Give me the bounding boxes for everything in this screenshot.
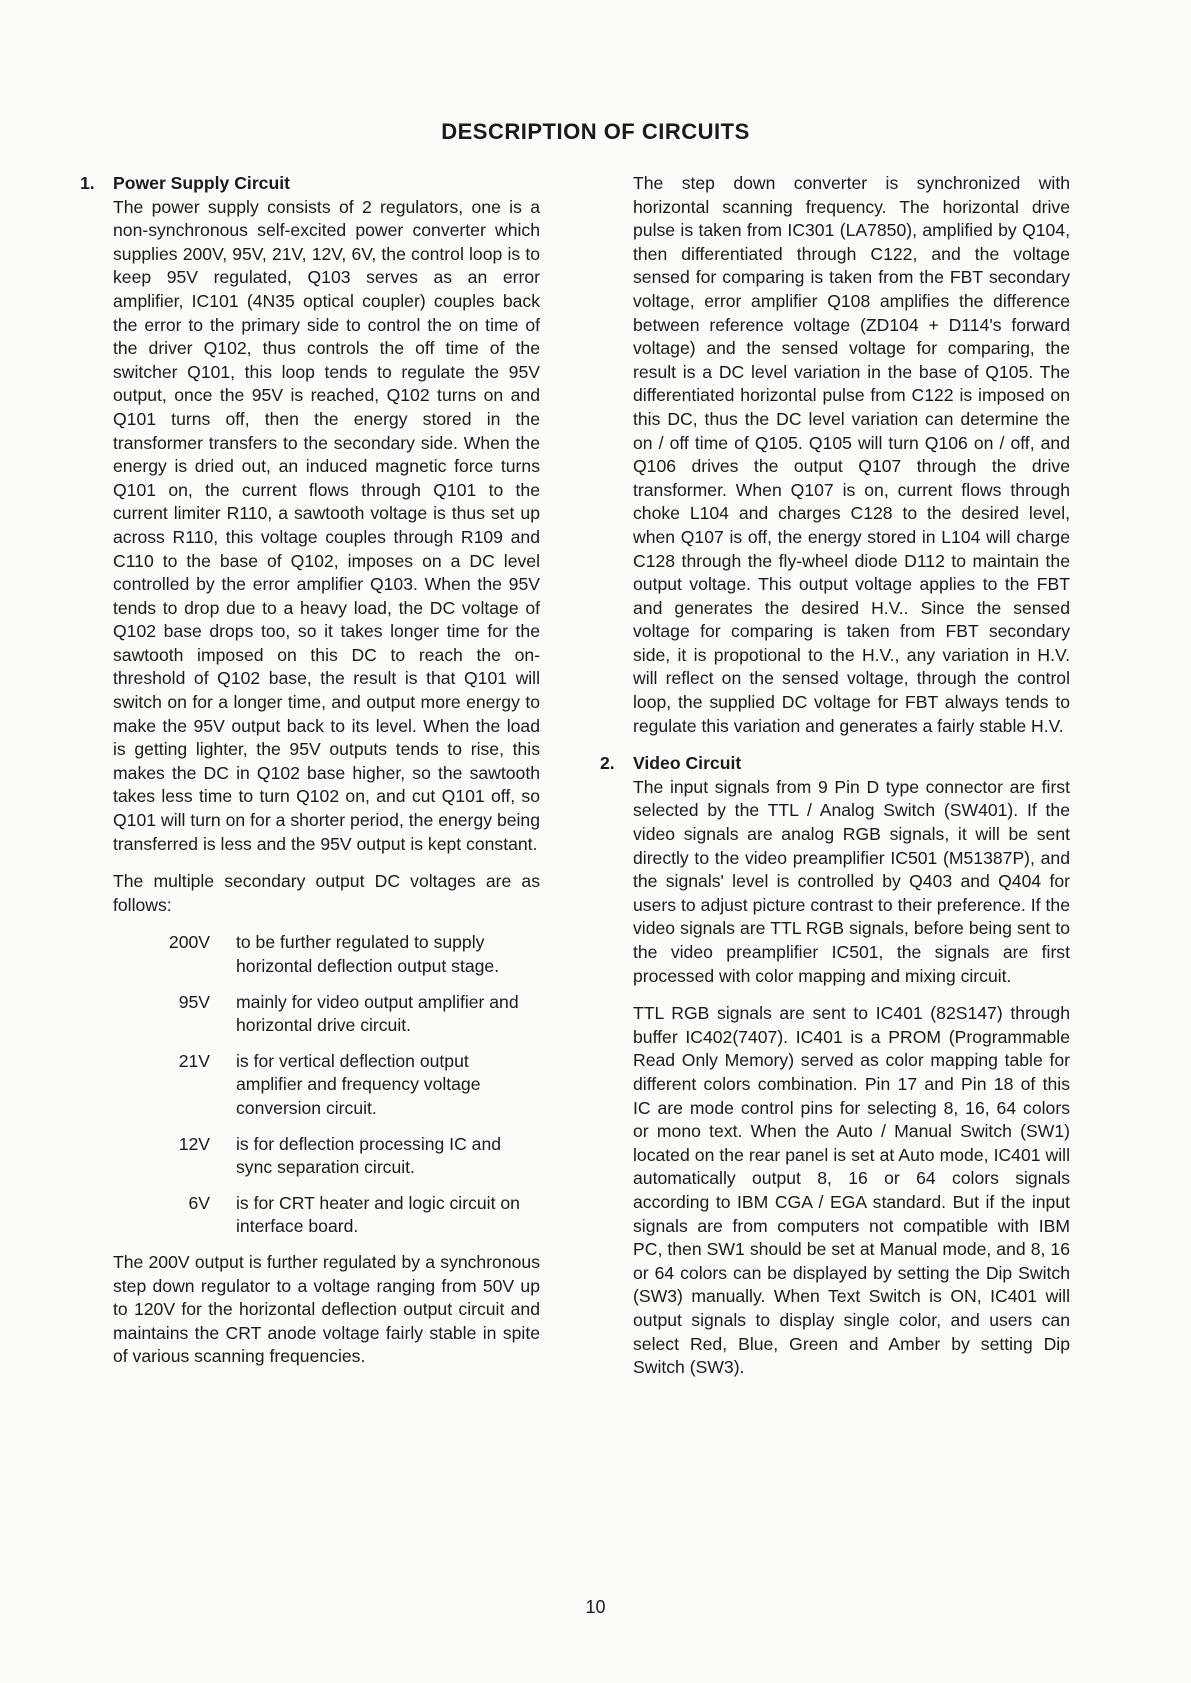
voltage-table (155, 931, 540, 1239)
right-column (600, 172, 1070, 1380)
section-number: 1. (80, 173, 95, 193)
voltage-row (155, 931, 540, 978)
voltage-value: 21V (178, 1050, 210, 1071)
section-title: Video Circuit (633, 753, 742, 774)
page-number: 10 (585, 1597, 606, 1617)
voltage-description: is for vertical deflection output amplifier and frequency voltage conversion circuit. (236, 1050, 481, 1118)
voltage-row (155, 1192, 540, 1239)
section-heading-power-supply (80, 172, 540, 196)
power-supply-paragraph-2: The multiple secondary output DC voltages are as follows: (113, 871, 540, 915)
power-supply-paragraph-4: The step down converter is synchronized with horizontal scanning frequency. The horizontal drive pulse is taken from IC301 (LA7850), amplified by Q104, then differentiated through C122, and the voltage sensed for comparing is taken from the FBT secondary voltage, error amplifier Q108 amplifies the difference between reference voltage (ZD104 + D114's forward voltage) and the sensed voltage for comparing, the result is a DC level variation in the base of Q105. The differentiated horizontal pulse from C122 is imposed on this DC, thus the DC level variation can determine the on / off time of Q105. Q105 will turn Q106 on / off, and Q106 drives the output Q107 through the drive transformer. When Q107 is on, current flows through choke L104 and charges C128 to the desired level, when Q107 is off, the energy stored in L104 will charge C128 through the fly-wheel diode D112 to maintain the output voltage. This output voltage applies to the FBT and generates the desired H.V.. Since the sensed voltage for comparing is taken from FBT secondary side, it is propotional to the H.V., any variation in H.V. will reflect on the sensed voltage, through the control loop, the supplied DC voltage for FBT always tends to regulate this variation and generates a fairly stable H.V. (633, 173, 1070, 736)
power-supply-paragraph-3: The 200V output is further regulated by a synchronous step down regulator to a voltage ranging from 50V up to 120V for the horizontal deflection output circuit and maintains the CRT anode voltage fairly stable in spite of various scanning frequencies. (113, 1251, 540, 1367)
voltage-value: 6V (188, 1192, 210, 1213)
section-title: Power Supply Circuit (113, 173, 290, 193)
voltage-row (155, 1050, 540, 1121)
voltage-row (155, 991, 540, 1038)
voltage-value: 95V (178, 991, 210, 1012)
left-column (80, 172, 540, 1369)
voltage-description: mainly for video output amplifier and horizontal drive circuit. (236, 991, 519, 1036)
page-title: DESCRIPTION OF CIRCUITS (441, 119, 750, 144)
voltage-row (155, 1133, 540, 1180)
section-heading-video (600, 752, 1070, 776)
voltage-value: 12V (178, 1133, 210, 1154)
voltage-description: is for deflection processing IC and sync separation circuit. (236, 1133, 502, 1178)
video-paragraph-1: The input signals from 9 Pin D type connector are first selected by the TTL / Analog Switch (SW401). If the video signals are analog RGB signals, it will be sent directly to the video preamplifier IC501 (M51387P), and the signals' level is controlled by Q403 and Q404 for users to adjust picture contrast to their preference. If the video signals are TTL RGB signals, before being sent to the video preamplifier IC501, the signals are first processed with color mapping and mixing circuit. (633, 776, 1070, 986)
voltage-value: 200V (168, 932, 210, 953)
section-number: 2. (600, 753, 615, 774)
power-supply-paragraph-1: The power supply consists of 2 regulators, one is a non-synchronous self-excited power converter which supplies 200V, 95V, 21V, 12V, 6V, the control loop is to keep 95V regulated, Q103 serves as an error amplifier, IC101 (4N35 optical coupler) couples back the error to the primary side to control the on time of the driver Q102, thus controls the off time of the switcher Q101, this loop tends to regulate the 95V output, once the 95V is reached, Q102 turns on and Q101 turns off, then the energy stored in the transformer transfers to the secondary side. When the energy is dried out, an induced magnetic force turns Q101 on, the current flows through Q101 to the current limiter R110, a sawtooth voltage is thus set up across R110, this voltage couples through R109 and C110 to the base of Q102, imposes on a DC level controlled by the error amplifier Q103. When the 95V tends to drop due to a heavy load, the DC voltage of Q102 base drops too, so it takes longer time for the sawtooth imposed on this DC to reach the on-threshold of Q102 base, the result is that Q101 will switch on for a longer time, and output more energy to make the 95V output back to its level. When the load is getting lighter, the 95V outputs tends to rise, this makes the DC in Q102 base higher, so the sawtooth takes less time to turn Q102 on, and cut Q101 off, so Q101 will turn on for a shorter period, the energy being transferred is less and the 95V output is kept constant. (113, 196, 540, 854)
voltage-description: to be further regulated to supply horizontal deflection output stage. (236, 932, 500, 976)
voltage-description: is for CRT heater and logic circuit on interface board. (236, 1192, 520, 1237)
video-paragraph-2: TTL RGB signals are sent to IC401 (82S147) through buffer IC402(7407). IC401 is a PROM (Programmable Read Only Memory) served as color mapping table for different colors combination. Pin 17 and Pin 18 of this IC are mode control pins for selecting 8, 16, 64 colors or mono text. When the Auto / Manual Switch (SW1) located on the rear panel is set at Auto mode, IC401 will automatically output 8, 16 or 64 colors signals according to IBM CGA / EGA standard. But if the input signals are from computers not compatible with IBM PC, then SW1 should be set at Manual mode, and 8, 16 or 64 colors can be displayed by setting the Dip Switch (SW3) manually. When Text Switch is ON, IC401 will output signals to display single color, and users can select Red, Blue, Green and Amber by setting Dip Switch (SW3). (633, 1003, 1070, 1378)
